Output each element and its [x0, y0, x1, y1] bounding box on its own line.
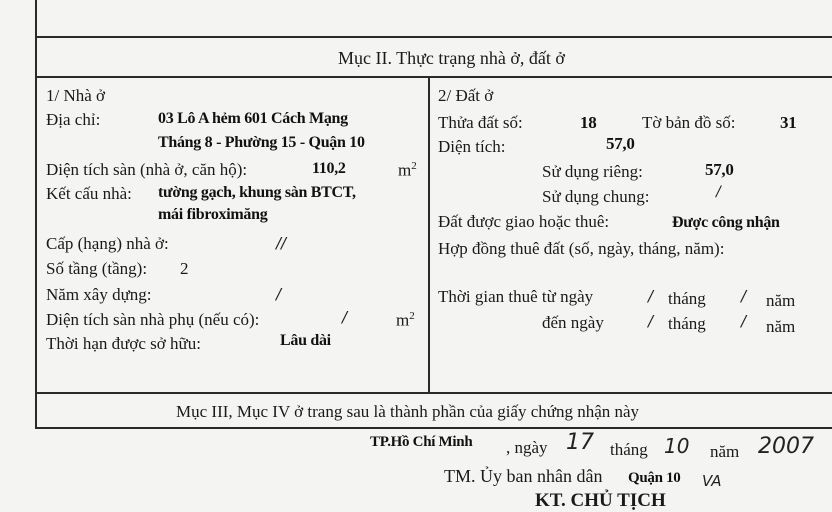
- lease-contract-label: Hợp đồng thuê đất (số, ngày, tháng, năm):: [438, 239, 725, 258]
- ownership-term-label: Thời hạn được sở hữu:: [46, 334, 201, 353]
- ownership-term-value: Lâu dài: [280, 332, 331, 349]
- area-label: Diện tích:: [438, 137, 506, 156]
- land-heading: 2/ Đất ở: [438, 86, 494, 105]
- body-bottom-rule: [35, 392, 832, 394]
- structure-line1: tường gạch, khung sàn BTCT,: [158, 184, 356, 201]
- map-sheet-label: Tờ bản đồ số:: [642, 113, 736, 132]
- lease-from-day: /: [648, 287, 654, 305]
- top-rule: [35, 36, 832, 38]
- header-rule: [35, 76, 832, 78]
- address-line2: Tháng 8 - Phường 15 - Quận 10: [158, 134, 365, 151]
- committee-initials: VA: [702, 472, 722, 490]
- section-title: Mục II. Thực trạng nhà ở, đất ở: [338, 48, 565, 68]
- lease-from-month-label: tháng: [668, 289, 706, 308]
- lease-to-label: đến ngày: [542, 313, 604, 332]
- structure-line2: mái fibroximăng: [158, 206, 268, 223]
- floor-area-unit: $m^2$: [398, 160, 417, 180]
- floor-area-value: 110,2: [312, 160, 346, 177]
- address-label: Địa chỉ:: [46, 110, 101, 129]
- common-use-label: Sử dụng chung:: [542, 187, 650, 206]
- signature-year-value: 2007: [758, 434, 814, 459]
- lease-to-month: /: [741, 312, 747, 330]
- floor-area-label: Diện tích sàn (nhà ở, căn hộ):: [46, 160, 248, 179]
- column-divider: [428, 76, 430, 393]
- parcel-value: 18: [580, 113, 597, 132]
- grade-label: Cấp (hạng) nhà ở:: [46, 234, 169, 253]
- aux-area-unit: $m^2$: [396, 310, 415, 330]
- lease-to-day: /: [648, 312, 654, 330]
- allocation-label: Đất được giao hoặc thuê:: [438, 212, 610, 231]
- lease-from-label: Thời gian thuê từ ngày: [438, 287, 594, 306]
- lease-from-year-label: năm: [766, 291, 796, 310]
- grade-value: //: [276, 234, 287, 252]
- signature-place: TP.Hồ Chí Minh: [370, 434, 473, 450]
- structure-label: Kết cấu nhà:: [46, 184, 132, 203]
- footer-note: Mục III, Mục IV ở trang sau là thành phần của giấy chứng nhận này: [176, 402, 640, 421]
- area-value: 57,0: [606, 134, 635, 153]
- signature-month-label: tháng: [610, 440, 648, 459]
- aux-area-value: /: [342, 308, 348, 326]
- lease-to-month-label: tháng: [668, 314, 706, 333]
- signature-year-label: năm: [710, 442, 740, 461]
- year-built-value: /: [276, 285, 282, 303]
- address-line1: 03 Lô A hẻm 601 Cách Mạng: [158, 110, 348, 127]
- committee-value: Quận 10: [628, 470, 681, 486]
- private-use-value: 57,0: [705, 160, 734, 179]
- committee-label: TM. Ủy ban nhân dân: [444, 466, 603, 486]
- house-heading: 1/ Nhà ở: [46, 86, 106, 105]
- signature-title: KT. CHỦ TỊCH: [535, 490, 666, 511]
- signature-day-value: 17: [566, 430, 594, 455]
- allocation-value: Được công nhận: [672, 214, 780, 231]
- signature-day-label: , ngày: [506, 438, 548, 457]
- floors-value: 2: [180, 259, 189, 278]
- lease-to-year-label: năm: [766, 317, 796, 336]
- common-use-value: /: [716, 184, 721, 200]
- aux-area-label: Diện tích sàn nhà phụ (nếu có):: [46, 310, 260, 329]
- lease-from-month: /: [741, 287, 747, 305]
- year-built-label: Năm xây dựng:: [46, 285, 152, 304]
- floors-label: Số tầng (tầng):: [46, 259, 148, 278]
- private-use-label: Sử dụng riêng:: [542, 162, 643, 181]
- parcel-label: Thửa đất số:: [438, 113, 523, 132]
- left-border: [35, 0, 37, 428]
- footer-rule: [35, 427, 832, 429]
- map-sheet-value: 31: [780, 113, 797, 132]
- signature-month-value: 10: [664, 434, 690, 458]
